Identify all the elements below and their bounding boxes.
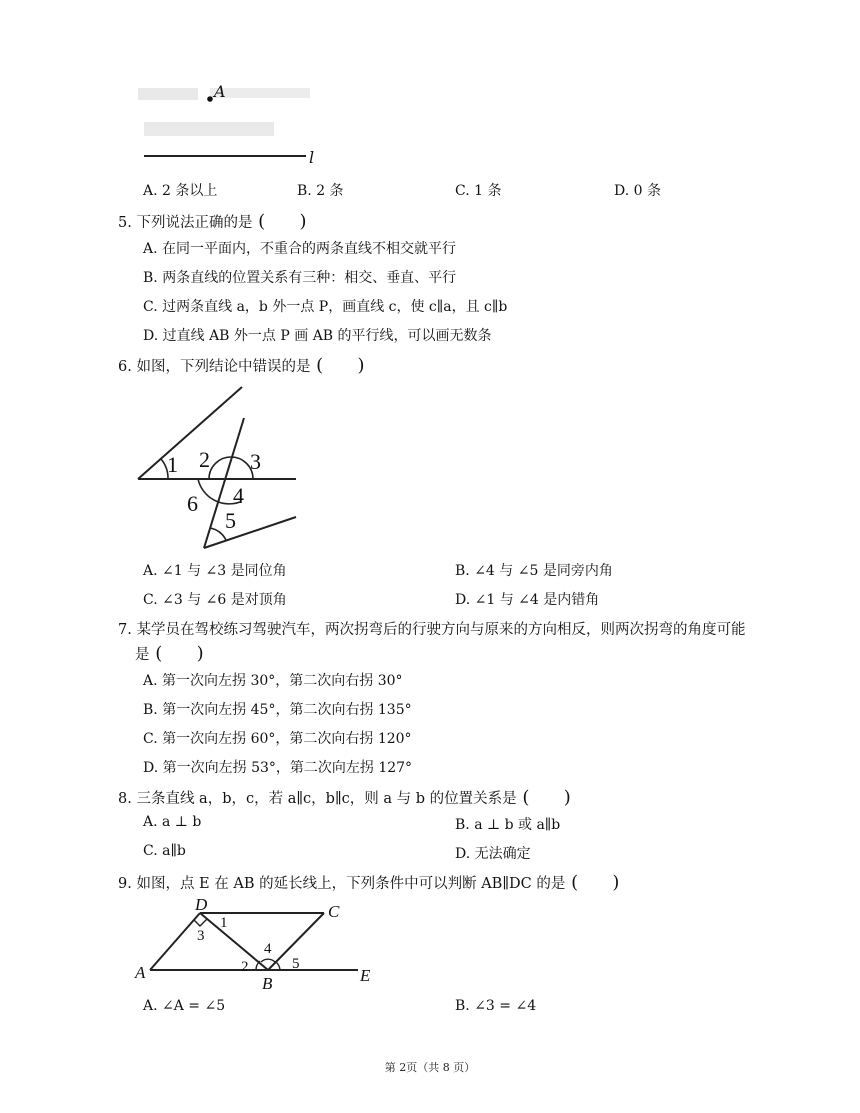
q6-angle-label-6: 6	[187, 491, 198, 516]
q9-line-db	[200, 913, 268, 970]
q9-answer-bracket[interactable]: ( )	[565, 872, 620, 893]
q4-point-label: A	[214, 82, 226, 101]
q7-option-a[interactable]: A. 第一次向左拐 30°，第二次向右拐 30°	[143, 673, 403, 689]
q9-angle-label-4: 4	[264, 941, 272, 957]
q9-angle-label-3: 3	[197, 928, 205, 944]
q5-stem-text: 5. 下列说法正确的是	[118, 215, 253, 231]
q4-option-d[interactable]: D. 0 条	[614, 183, 661, 199]
q8-option-c[interactable]: C. a∥b	[143, 843, 186, 859]
q4-line-label: l	[309, 148, 315, 167]
q7-stem-line2-text: 是	[135, 647, 150, 663]
q6-angle-label-4: 4	[233, 483, 244, 508]
q6-upper-ray	[138, 387, 242, 479]
q9-label-c: C	[328, 902, 340, 921]
q8-answer-bracket[interactable]: ( )	[516, 787, 571, 808]
q8-option-a[interactable]: A. a ⊥ b	[143, 814, 202, 830]
q7-option-c[interactable]: C. 第一次向左拐 60°，第二次向右拐 120°	[143, 731, 412, 747]
q6-stem-text: 6. 如图，下列结论中错误的是	[118, 359, 311, 375]
q9-label-b: B	[262, 974, 273, 993]
q9-line-ad	[150, 913, 200, 970]
q6-angle-label-1: 1	[167, 452, 178, 477]
q5-stem	[118, 211, 307, 232]
q6-option-d[interactable]: D. ∠1 与 ∠4 是内错角	[455, 592, 600, 608]
q4-point-a	[207, 96, 213, 102]
q6-angle-label-5: 5	[225, 508, 236, 533]
q9-label-a: A	[135, 963, 146, 982]
q8-stem	[118, 787, 571, 808]
q7-stem-line1: 7. 某学员在驾校练习驾驶汽车，两次拐弯后的行驶方向与原来的方向相反，则两次拐弯的角度可能	[118, 622, 746, 638]
q6-angle-arc-5	[210, 528, 226, 540]
q7-answer-bracket[interactable]: ( )	[149, 643, 204, 664]
q4-option-b[interactable]: B. 2 条	[297, 183, 344, 199]
q4-option-a[interactable]: A. 2 条以上	[143, 183, 218, 199]
q5-option-c[interactable]: C. 过两条直线 a，b 外一点 P，画直线 c，使 c∥a，且 c∥b	[143, 299, 508, 315]
page-footer: 第 2页（共 8 页）	[384, 1061, 476, 1074]
q6-lower-ray	[204, 517, 296, 548]
q4-option-c[interactable]: C. 1 条	[455, 183, 502, 199]
q7-stem-line2	[135, 643, 204, 664]
q5-option-d[interactable]: D. 过直线 AB 外一点 P 画 AB 的平行线，可以画无数条	[143, 328, 492, 344]
q6-option-c[interactable]: C. ∠3 与 ∠6 是对顶角	[143, 592, 287, 608]
q9-stem-text: 9. 如图，点 E 在 AB 的延长线上，下列条件中可以判断 AB∥DC 的是	[118, 876, 566, 892]
q5-option-b[interactable]: B. 两条直线的位置关系有三种：相交、垂直、平行	[143, 270, 457, 286]
q9-angle-arc-4	[261, 959, 275, 962]
q6-angle-label-2: 2	[199, 447, 210, 472]
q6-angle-label-3: 3	[250, 449, 261, 474]
q9-stem	[118, 872, 619, 893]
q5-option-a[interactable]: A. 在同一平面内，不重合的两条直线不相交就平行	[143, 241, 457, 257]
q9-option-b[interactable]: B. ∠3 = ∠4	[455, 998, 537, 1014]
q9-option-a[interactable]: A. ∠A = ∠5	[143, 998, 226, 1014]
q7-option-b[interactable]: B. 第一次向左拐 45°，第二次向右拐 135°	[143, 702, 412, 718]
q8-option-b[interactable]: B. a ⊥ b 或 a∥b	[455, 817, 561, 833]
q6-stem	[118, 355, 365, 376]
q4-figure	[130, 78, 330, 170]
q9-figure	[130, 895, 380, 993]
q6-figure	[130, 380, 310, 555]
q5-answer-bracket[interactable]: ( )	[252, 211, 307, 232]
q9-angle-arc-2	[256, 961, 260, 970]
q9-label-d: D	[195, 895, 208, 914]
q8-stem-text: 8. 三条直线 a，b，c，若 a∥c，b∥c，则 a 与 b 的位置关系是	[118, 791, 517, 807]
q6-option-a[interactable]: A. ∠1 与 ∠3 是同位角	[143, 563, 287, 579]
q9-label-e: E	[360, 966, 371, 985]
q9-angle-label-2: 2	[241, 959, 249, 975]
q9-right-angle-mark	[194, 919, 207, 926]
q6-option-b[interactable]: B. ∠4 与 ∠5 是同旁内角	[455, 563, 613, 579]
q9-angle-label-1: 1	[220, 915, 228, 931]
q7-option-d[interactable]: D. 第一次向左拐 53°，第二次向左拐 127°	[143, 760, 413, 776]
q6-answer-bracket[interactable]: ( )	[310, 355, 365, 376]
q9-angle-arc-5	[276, 962, 280, 970]
q9-angle-label-5: 5	[292, 956, 300, 972]
q8-option-d[interactable]: D. 无法确定	[455, 846, 531, 862]
